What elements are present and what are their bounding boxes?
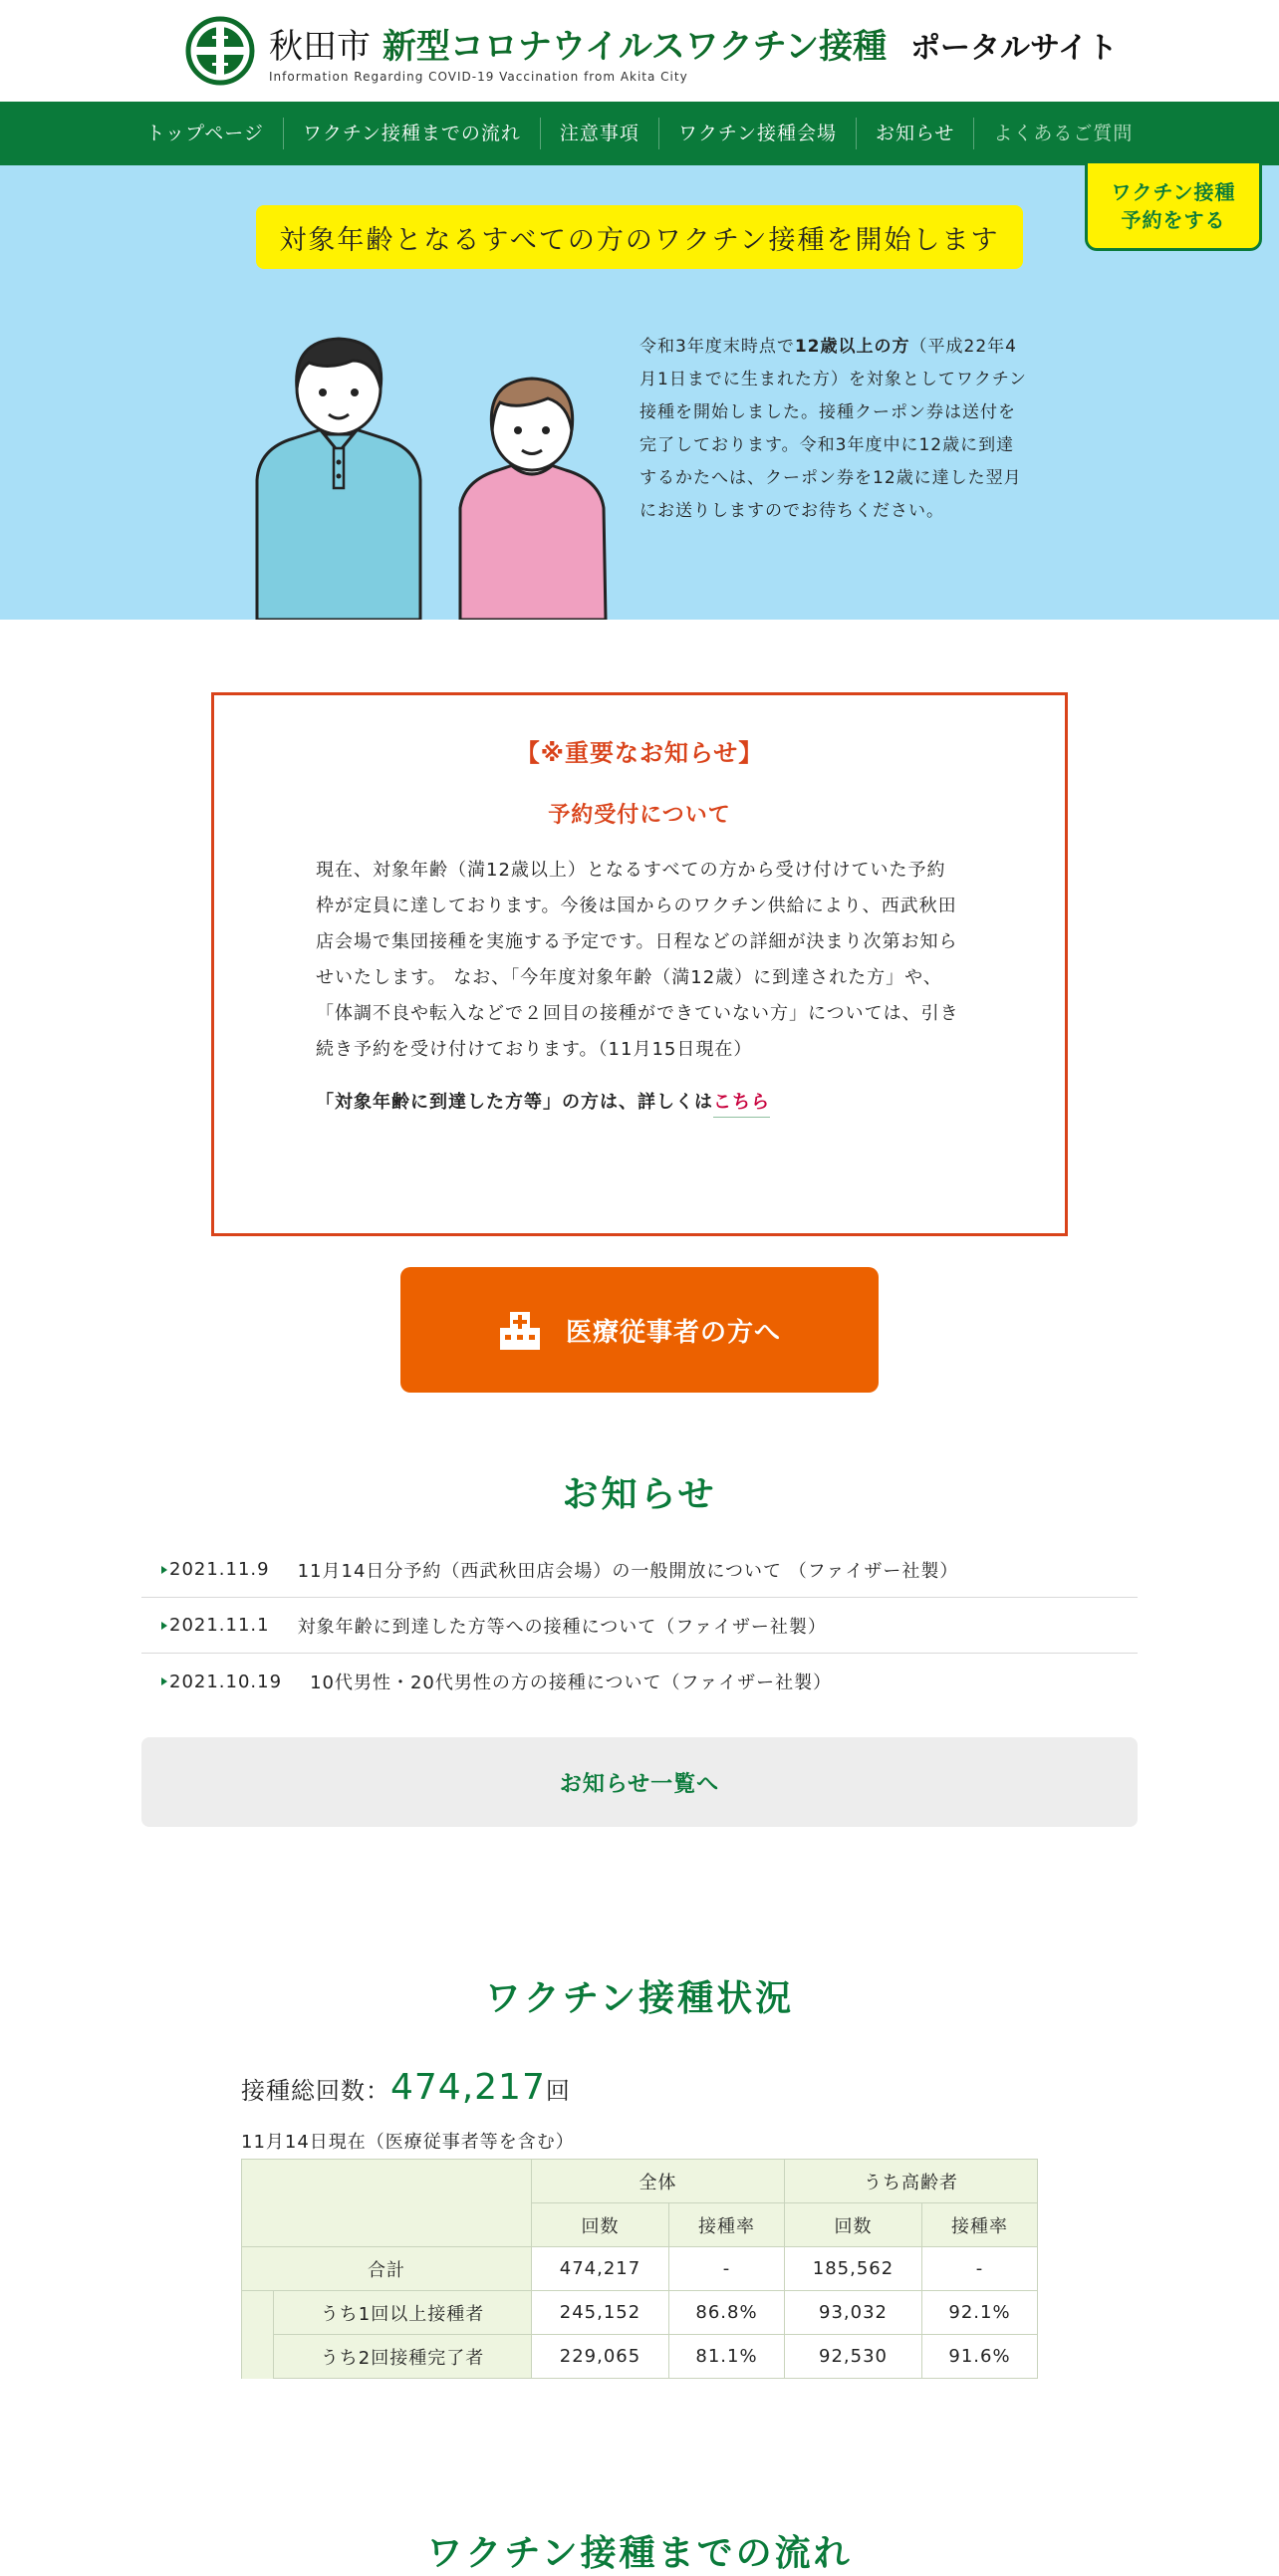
cell-all-rate: 86.8% [669, 2291, 785, 2335]
table-header-elderly: うち高齢者 [785, 2160, 1038, 2203]
notice-subheading: 予約受付について [548, 803, 731, 828]
row-indent [242, 2291, 274, 2335]
total-doses-label: 接種総回数： [241, 2077, 390, 2105]
akita-city-emblem-icon [185, 16, 255, 86]
cell-elderly-count: 185,562 [785, 2247, 922, 2291]
total-doses [241, 2067, 571, 2108]
cell-all-count: 474,217 [532, 2247, 669, 2291]
cell-all-rate: 81.1% [669, 2335, 785, 2379]
reserve-label-line2: 予約をする [1121, 207, 1226, 232]
site-title [269, 19, 1118, 68]
hero-text-lead: 令和3年度末時点で [640, 337, 795, 357]
cell-elderly-rate: - [922, 2247, 1038, 2291]
cell-elderly-rate: 91.6% [922, 2335, 1038, 2379]
row-label: うち2回接種完了者 [274, 2335, 532, 2379]
status-section-title: ワクチン接種状況 [484, 1978, 795, 2019]
news-text: 対象年齢に到達した方等への接種について（ファイザー社製） [297, 1616, 827, 1638]
people-illustration [249, 331, 618, 620]
reserve-vaccination-button[interactable] [1085, 163, 1262, 251]
news-date: 2021.11.9 [169, 1559, 270, 1580]
news-text: 10代男性・20代男性の方の接種について（ファイザー社製） [310, 1673, 833, 1693]
hero-text-bold: 12歳以上の方 [794, 337, 910, 357]
nav-item-precautions[interactable]: 注意事項 [541, 118, 659, 149]
news-list [141, 1542, 1138, 1709]
cell-all-count: 245,152 [532, 2291, 669, 2335]
news-item[interactable] [141, 1598, 1138, 1654]
table-row [242, 2247, 1038, 2291]
hero-text-rest: （平成22年4月1日までに生まれた方）を対象としてワクチン接種を開始しました。接種クーポン券は送付を完了しております。令和3年度中に12歳に到達するかたへは、クーポン券を12歳に達した翌月にお送りしますのでお待ちください。 [640, 337, 1027, 521]
cell-elderly-count: 92,530 [785, 2335, 922, 2379]
cell-elderly-count: 93,032 [785, 2291, 922, 2335]
nav-item-venues[interactable]: ワクチン接種会場 [659, 118, 857, 149]
cell-all-rate: - [669, 2247, 785, 2291]
medical-workers-label: 医療従事者の方へ [565, 1317, 781, 1348]
site-subtitle: Information Regarding COVID-19 Vaccination from Akita City [269, 69, 688, 84]
notice-heading: 【※重要なお知らせ】 [515, 739, 764, 767]
reserve-label-line1: ワクチン接種 [1111, 179, 1236, 204]
notice-body: 現在、対象年齢（満12歳以上）となるすべての方から受け付けていた予約枠が定員に達しております。今後は国からのワクチン供給により、西武秋田店会場で集団接種を実施する予定です。日程などの詳細が決まり次第お知らせいたします。 なお、「今年度対象年齢（満12歳）に到達された方」や、「体調不良や転入などで２回目の接種ができていない方」については、引き続き予約を受け付けております。（11月15日現在） [316, 860, 959, 1060]
status-as-of: 11月14日現在（医療従事者等を含む） [241, 2132, 575, 2153]
nav-item-top[interactable]: トップページ [128, 118, 284, 149]
notice-details-link[interactable]: こちら [713, 1092, 770, 1118]
hero-banner: 対象年齢となるすべての方のワクチン接種を開始します [256, 205, 1023, 269]
table-header-rate: 接種率 [922, 2203, 1038, 2247]
hospital-icon [498, 1308, 542, 1352]
news-list-more-button[interactable]: お知らせ一覧へ [141, 1737, 1138, 1827]
cell-all-count: 229,065 [532, 2335, 669, 2379]
row-label: うち1回以上接種者 [274, 2291, 532, 2335]
total-doses-value: 474,217 [390, 2067, 546, 2108]
table-header-count: 回数 [785, 2203, 922, 2247]
table-row [242, 2291, 1038, 2335]
vaccination-status-table [241, 2159, 1038, 2379]
notice-footer [316, 1088, 963, 1114]
table-header-rate: 接種率 [669, 2203, 785, 2247]
news-item[interactable] [141, 1654, 1138, 1709]
medical-workers-button[interactable] [400, 1267, 879, 1393]
table-row [242, 2335, 1038, 2379]
row-label: 合計 [242, 2247, 532, 2291]
nav-item-flow[interactable]: ワクチン接種までの流れ [284, 118, 541, 149]
nav-item-faq[interactable]: よくあるご質問 [993, 123, 1134, 144]
total-doses-unit: 回 [545, 2077, 571, 2105]
news-section-title: お知らせ [562, 1474, 717, 1515]
hero-description [640, 331, 1028, 528]
table-corner [242, 2160, 532, 2247]
news-date: 2021.11.1 [169, 1615, 270, 1636]
site-title-main: 新型コロナウイルスワクチン接種 [382, 26, 888, 67]
news-date: 2021.10.19 [169, 1671, 283, 1692]
table-header-all: 全体 [532, 2160, 785, 2203]
cell-elderly-rate: 92.1% [922, 2291, 1038, 2335]
site-logo[interactable] [185, 16, 1118, 86]
main-nav [0, 102, 1279, 165]
table-header-count: 回数 [532, 2203, 669, 2247]
site-title-city: 秋田市 [269, 26, 371, 67]
site-header [0, 0, 1279, 102]
row-indent [242, 2335, 274, 2379]
site-title-portal: ポータルサイト [909, 30, 1118, 66]
notice-footer-text: 「対象年齢に到達した方等」の方は、詳しくは [316, 1092, 713, 1113]
nav-item-news[interactable]: お知らせ [857, 118, 974, 149]
important-notice-box [211, 692, 1068, 1236]
news-text: 11月14日分予約（西武秋田店会場）の一般開放について （ファイザー社製） [297, 1560, 959, 1582]
flow-section-title: ワクチン接種までの流れ [426, 2533, 853, 2574]
news-item[interactable] [141, 1542, 1138, 1598]
